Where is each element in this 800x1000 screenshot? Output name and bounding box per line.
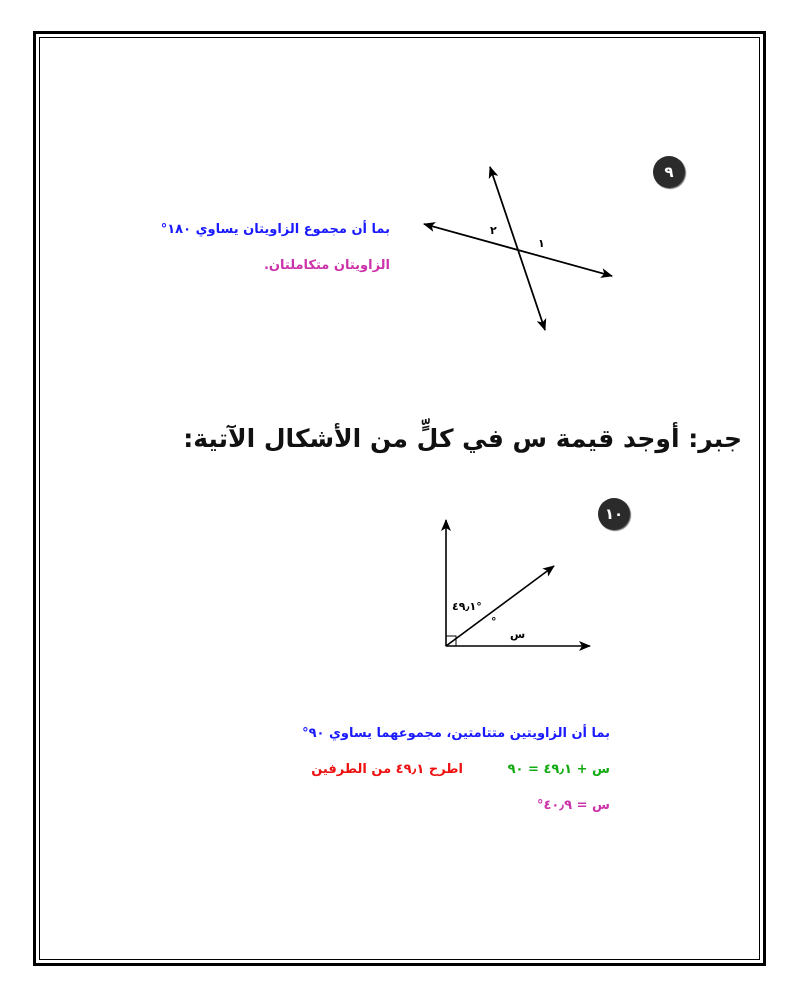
- problem-10-equation: س + ٤٩٫١ = ٩٠: [507, 762, 610, 777]
- problem-9-line-2: الزاويتان متكاملتان.: [263, 258, 390, 273]
- section-heading: جبر: أوجد قيمة س في كلٍّ من الأشكال الآتية:: [183, 424, 742, 453]
- degree-mark: °: [491, 615, 497, 628]
- problem-9-line-1: بما أن مجموع الزاويتان يساوي ١٨٠°: [160, 222, 390, 237]
- problem-9-number: ٩: [664, 163, 674, 181]
- problem-10-number: ١٠: [604, 505, 624, 523]
- angle-1-label: ١: [538, 237, 545, 250]
- angle-2-label: ٢: [490, 224, 497, 237]
- problem-10-step-note: اطرح ٤٩٫١ من الطرفين: [311, 762, 463, 777]
- angle-x-label: س: [510, 628, 526, 641]
- angle-49-label: ٤٩٫١°: [452, 600, 482, 613]
- problem-10-result: س = ٤٠٫٩°: [536, 798, 610, 813]
- problem-10-line-1: بما أن الزاويتين متتامتين، مجموعهما يساوي ٩٠°: [302, 726, 610, 741]
